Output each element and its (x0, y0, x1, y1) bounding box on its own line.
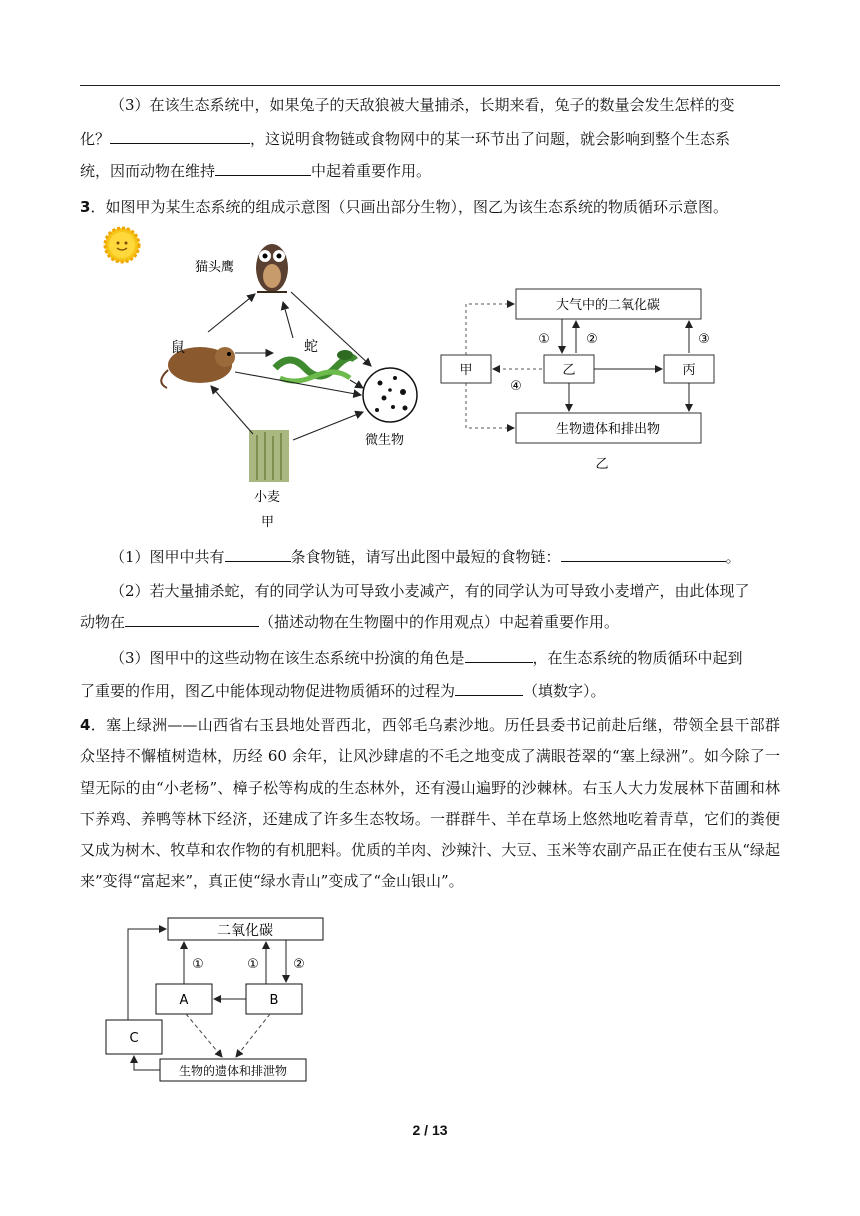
remains-label: 生物的遗体和排泄物 (178, 1064, 288, 1078)
a-label: A (179, 993, 189, 1008)
wheat-icon (249, 430, 289, 482)
mouse-label: 鼠 (171, 340, 185, 356)
atmosphere-label: 大气中的二氧化碳 (555, 298, 661, 313)
arrow-jia-to-co2 (466, 304, 514, 355)
label-1: ① (538, 332, 550, 347)
arrow-b-to-remains (236, 1014, 270, 1057)
answer-blank[interactable] (455, 679, 523, 696)
microbe-icon (363, 368, 417, 422)
c-label: C (129, 1031, 139, 1046)
wheat-label: 小麦 (254, 490, 281, 505)
answer-blank[interactable] (465, 646, 533, 663)
sun-icon (105, 228, 139, 262)
q3-part1: （1）图甲中共有 条食物链，请写出此图中最短的食物链： 。 (80, 542, 780, 573)
label-1b: ① (247, 957, 259, 972)
label-1a: ① (192, 957, 204, 972)
label-4: ④ (510, 379, 522, 394)
answer-blank[interactable] (215, 159, 311, 176)
yi-label: 乙 (562, 363, 576, 378)
label-3: ③ (698, 332, 710, 347)
answer-blank[interactable] (561, 545, 726, 562)
arrow-remains-to-c (134, 1056, 160, 1070)
owl-label: 猫头鹰 (195, 260, 235, 275)
figure-yi-carbon-cycle (436, 285, 716, 475)
arrow-a-to-remains (186, 1014, 222, 1057)
snake-label: 蛇 (304, 339, 318, 355)
arrow-snake-to-microbe (350, 380, 363, 388)
figure-jia-caption: 甲 (261, 515, 275, 530)
bing-label: 丙 (682, 363, 696, 378)
q3-part3-line2: 了重要的作用，图乙中能体现动物促进物质循环的过程为 （填数字）。 (80, 676, 780, 707)
question-4-passage: 4．塞上绿洲——山西省右玉县地处晋西北，西邻毛乌素沙地。历任县委书记前赴后继，带领全县干部群众坚持不懈植树造林，历经 60 余年，让风沙肆虐的不毛之地变成了满眼苍翠的“塞上绿洲”。如今除了一望无际的由“小老杨”、樟子松等构成的生态林外，还有漫山遍野的沙棘林。右玉人大力发展林下苗圃和林下养鸡、养鸭等林下经济，还建成了许多生态牧场。一群群牛、羊在草场上悠然地吃着青草，它们的粪便又成为树木、牧草和农作物的有机肥料。优质的羊肉、沙辣汁、大豆、玉米等农副产品正在使右玉从“绿起来”变得“富起来”，真正使“绿水青山”变成了“金山银山”。 (80, 716, 780, 891)
question-3-stem: 3．如图甲为某生态系统的组成示意图（只画出部分生物），图乙为该生态系统的物质循环示意图。 (80, 198, 728, 216)
arrow-owl-to-microbe (291, 292, 371, 366)
page-number: 2 / 13 (412, 1122, 448, 1138)
header-rule (80, 85, 780, 86)
q3-part2-line1: （2）若大量捕杀蛇，有的同学认为可导致小麦减产，有的同学认为可导致小麦增产，由此体现了 (110, 582, 750, 600)
figure-q4-carbon-cycle (100, 912, 332, 1086)
q2-part3-line3: 统，因而动物在维持 中起着重要作用。 (80, 156, 780, 187)
q3-part3-line1: （3）图甲中的这些动物在该生态系统中扮演的角色是 ，在生态系统的物质循环中起到 (80, 643, 780, 674)
remains-label: 生物遗体和排出物 (555, 422, 661, 437)
q2-part3-line1: （3）在该生态系统中，如果兔子的天敌狼被大量捕杀，长期来看，兔子的数量会发生怎样的变 (110, 96, 735, 114)
answer-blank[interactable] (225, 545, 291, 562)
q2-part3-line2: 化？ ，这说明食物链或食物网中的某一环节出了问题，就会影响到整个生态系 (80, 124, 780, 155)
label-2: ② (586, 332, 598, 347)
arrow-wheat-to-microbe (293, 412, 363, 440)
label-2: ② (293, 957, 305, 972)
co2-label: 二氧化碳 (217, 923, 273, 939)
microbe-label: 微生物 (365, 433, 405, 448)
jia-label: 甲 (459, 363, 473, 378)
figure-jia-food-web (95, 220, 435, 535)
arrow-snake-to-owl (283, 302, 293, 338)
owl-icon (256, 244, 288, 292)
arrow-mouse-to-owl (208, 294, 255, 332)
answer-blank[interactable] (110, 127, 250, 144)
arrow-jia-to-remains (466, 383, 514, 428)
b-label: B (269, 993, 279, 1008)
answer-blank[interactable] (125, 610, 259, 627)
figure-yi-caption: 乙 (595, 457, 609, 472)
q3-part2-line2: 动物在 （描述动物在生物圈中的作用观点）中起着重要作用。 (80, 607, 780, 638)
arrow-wheat-to-mouse (211, 386, 253, 434)
